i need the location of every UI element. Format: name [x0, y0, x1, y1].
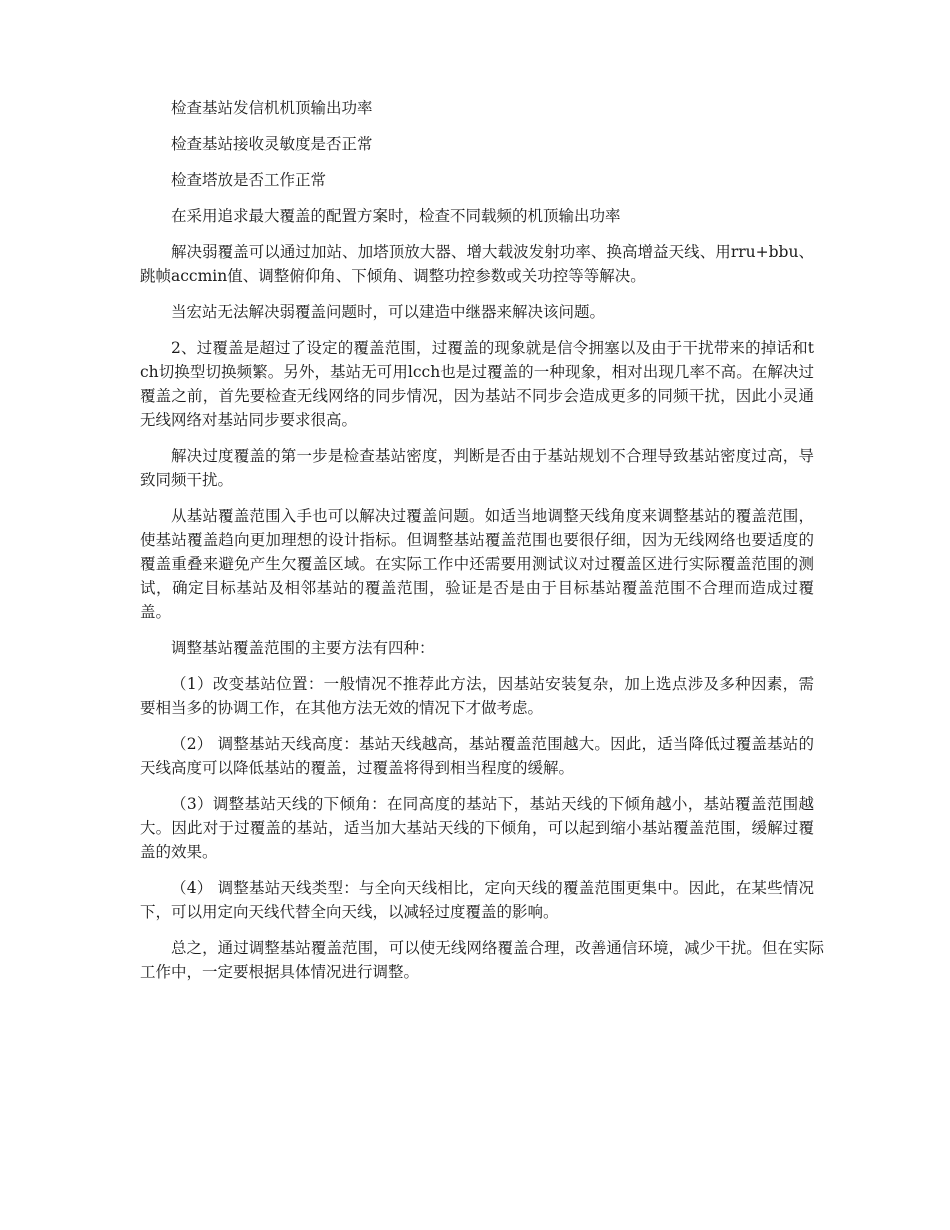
paragraph-check-transmitter-power: 检查基站发信机机顶输出功率 [171, 99, 373, 117]
paragraph-check-carrier-power: 在采用追求最大覆盖的配置方案时，检查不同载频的机顶输出功率 [171, 207, 621, 225]
paragraph-weak-coverage-solutions: 解决弱覆盖可以通过加站、加塔顶放大器、增大载波发射功率、换高增益天线、用rru+bbu、跳帧accmin值、调整俯仰角、下倾角、调整功控参数或关功控等等解决。 [140, 243, 814, 285]
paragraph-conclusion: 总之，通过调整基站覆盖范围，可以使无线网络覆盖合理，改善通信环境，减少干扰。但在实际工作中，一定要根据具体情况进行调整。 [140, 939, 824, 981]
paragraph-method-4-antenna-type: （4） 调整基站天线类型：与全向天线相比，定向天线的覆盖范围更集中。因此，在某些情况下，可以用定向天线代替全向天线，以减轻过度覆盖的影响。 [140, 879, 814, 921]
paragraph-method-2-height: （2） 调整基站天线高度：基站天线越高，基站覆盖范围越大。因此，适当降低过覆盖基站的天线高度可以降低基站的覆盖，过覆盖将得到相当程度的缓解。 [140, 735, 814, 777]
paragraph-method-1-location: （1）改变基站位置：一般情况不推荐此方法，因基站安装复杂，加上选点涉及多种因素，需要相当多的协调工作，在其他方法无效的情况下才做考虑。 [140, 675, 814, 717]
paragraph-method-3-downtilt: （3）调整基站天线的下倾角：在同高度的基站下，基站天线的下倾角越小，基站覆盖范围越大。因此对于过覆盖的基站，适当加大基站天线的下倾角，可以起到缩小基站覆盖范围，缓解过覆盖的效果。 [140, 795, 814, 861]
paragraph-repeater: 当宏站无法解决弱覆盖问题时，可以建造中继器来解决该问题。 [171, 303, 606, 321]
paragraph-four-methods-intro: 调整基站覆盖范围的主要方法有四种： [171, 639, 435, 657]
paragraph-check-tower-amplifier: 检查塔放是否工作正常 [171, 171, 327, 189]
paragraph-coverage-range-adjustment: 从基站覆盖范围入手也可以解决过覆盖问题。如适当地调整天线角度来调整基站的覆盖范围，使基站覆盖趋向更加理想的设计指标。但调整基站覆盖范围也要很仔细，因为无线网络也要适度的覆盖重叠来避免产生欠覆盖区域。在实际工作中还需要用测试议对过覆盖区进行实际覆盖范围的测试，确定目标基站及相邻基站的覆盖范围，验证是否是由于目标基站覆盖范围不合理而造成过覆盖。 [140, 507, 814, 621]
paragraph-check-receiver-sensitivity: 检查基站接收灵敏度是否正常 [171, 135, 373, 153]
paragraph-base-station-density: 解决过度覆盖的第一步是检查基站密度，判断是否由于基站规划不合理导致基站密度过高，导致同频干扰。 [140, 447, 814, 489]
paragraph-over-coverage-definition: 2、过覆盖是超过了设定的覆盖范围，过覆盖的现象就是信令拥塞以及由于干扰带来的掉话和tch切换型切换频繁。另外，基站无可用lcch也是过覆盖的一种现象，相对出现几率不高。在解决过覆盖之前，首先要检查无线网络的同步情况，因为基站不同步会造成更多的同频干扰，因此小灵通无线网络对基站同步要求很高。 [140, 339, 814, 429]
document-body [140, 96, 824, 996]
